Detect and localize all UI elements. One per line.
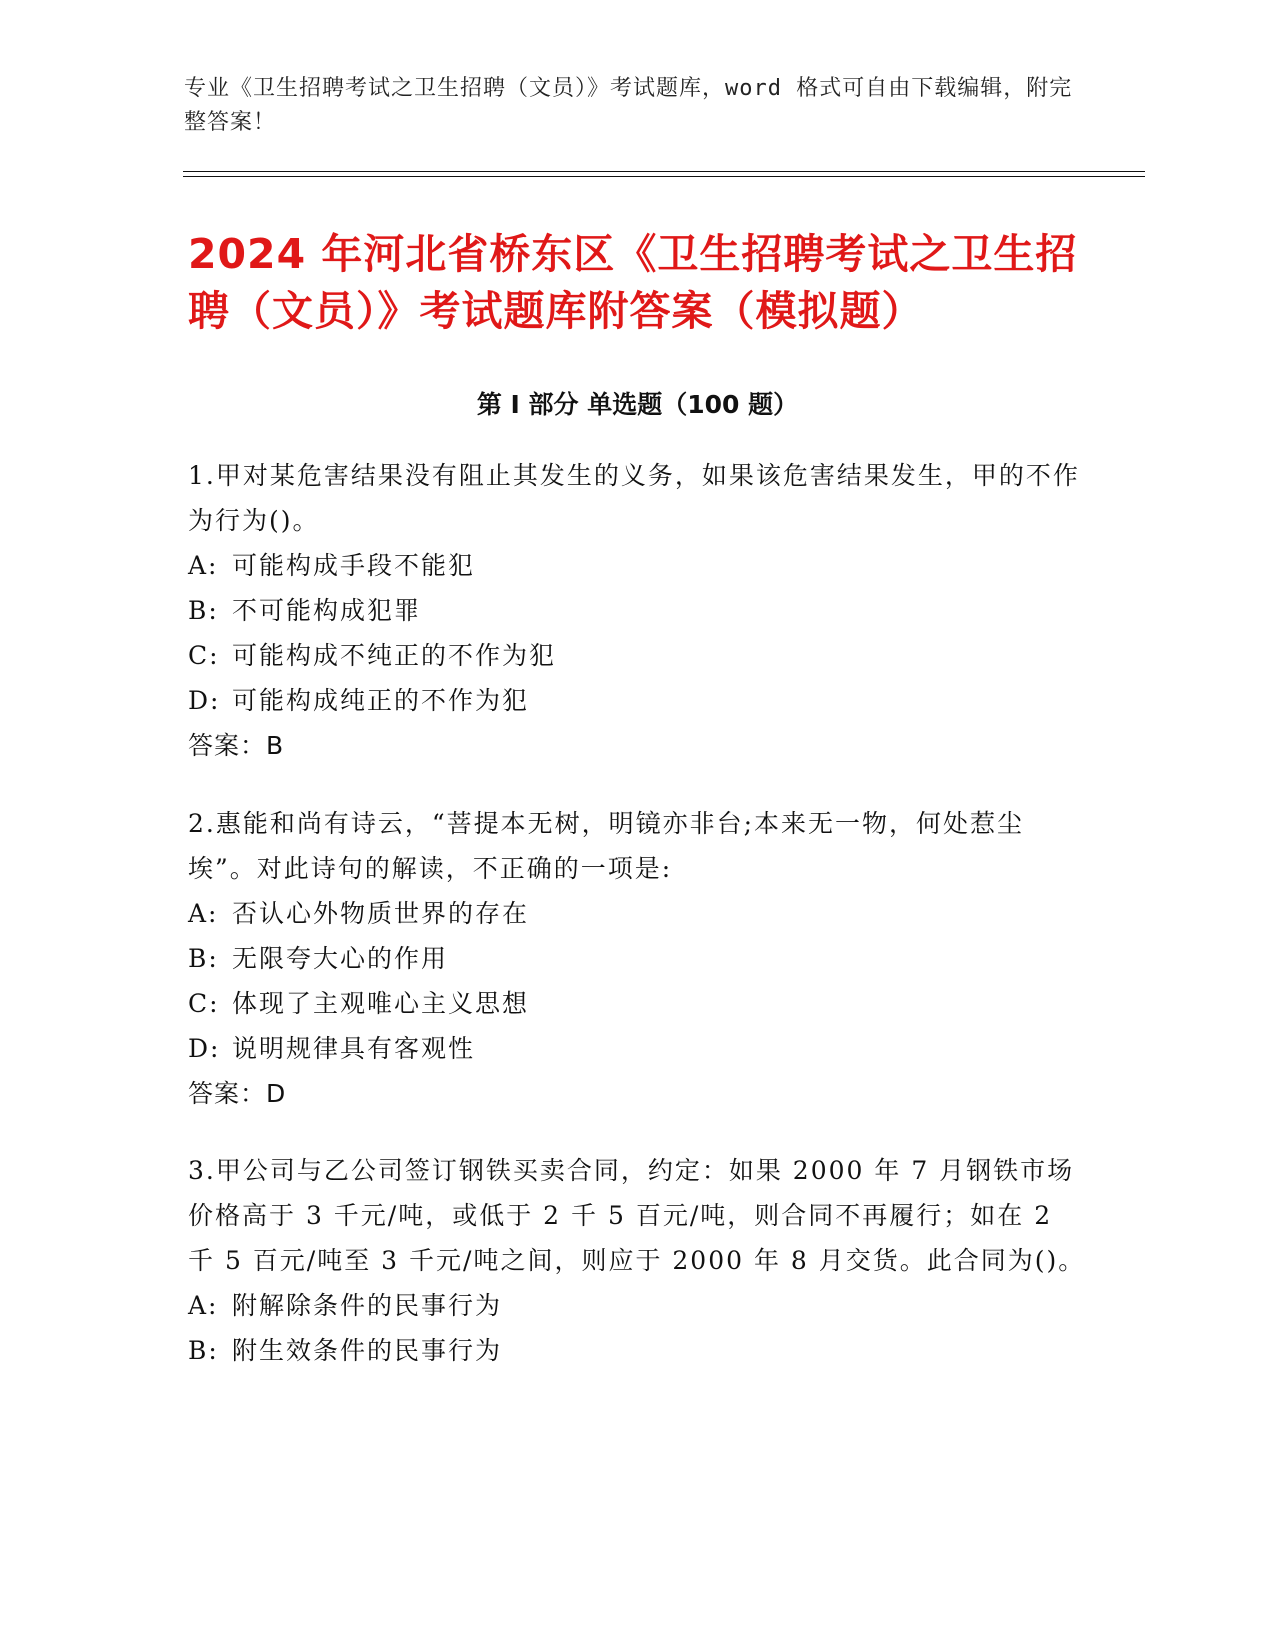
option-text: 可能构成纯正的不作为犯 <box>232 686 530 715</box>
option-d <box>188 1026 1088 1071</box>
question-stem: 1.甲对某危害结果没有阻止其发生的义务，如果该危害结果发生，甲的不作为行为()。 <box>188 461 1080 535</box>
option-text: 体现了主观唯心主义思想 <box>232 989 530 1018</box>
option-c <box>188 981 1088 1026</box>
option-text: 说明规律具有客观性 <box>232 1034 476 1063</box>
option-text: 附解除条件的民事行为 <box>232 1291 503 1320</box>
header-divider-top <box>183 171 1145 172</box>
question-3 <box>188 1148 1088 1373</box>
question-1 <box>188 453 1088 768</box>
option-text: 附生效条件的民事行为 <box>232 1336 503 1365</box>
option-a <box>188 891 1088 936</box>
answer: 答案：B <box>188 731 285 760</box>
page-title: 2024 年河北省桥东区《卫生招聘考试之卫生招聘（文员）》考试题库附答案（模拟题） <box>188 230 1078 335</box>
section-title: 第 I 部分 单选题（100 题） <box>476 390 799 419</box>
option-label: A: <box>188 899 219 928</box>
option-label: A: <box>188 1291 219 1320</box>
option-text: 可能构成不纯正的不作为犯 <box>232 641 557 670</box>
option-d <box>188 678 1088 723</box>
option-label: C: <box>188 989 220 1018</box>
option-a <box>188 1283 1088 1328</box>
option-label: C: <box>188 641 220 670</box>
option-text: 否认心外物质世界的存在 <box>232 899 530 928</box>
header-note: 专业《卫生招聘考试之卫生招聘（文员）》考试题库，word 格式可自由下载编辑，附完整答案！ <box>184 76 1073 135</box>
option-label: B: <box>188 1336 219 1365</box>
option-text: 不可能构成犯罪 <box>232 596 422 625</box>
question-2 <box>188 801 1088 1116</box>
option-label: D: <box>188 686 221 715</box>
option-b <box>188 936 1088 981</box>
question-stem: 3.甲公司与乙公司签订钢铁买卖合同，约定：如果 2000 年 7 月钢铁市场价格高于 3 千元/吨，或低于 2 千 5 百元/吨，则合同不再履行；如在 2 千 5 百元/吨至 3 千元/吨之间，则应于 2000 年 8 月交货。此合同为()。 <box>188 1156 1086 1275</box>
option-b <box>188 1328 1088 1373</box>
option-text: 可能构成手段不能犯 <box>232 551 476 580</box>
option-label: B: <box>188 596 219 625</box>
answer: 答案：D <box>188 1079 287 1108</box>
option-label: A: <box>188 551 219 580</box>
option-b <box>188 588 1088 633</box>
option-a <box>188 543 1088 588</box>
option-label: D: <box>188 1034 221 1063</box>
option-text: 无限夸大心的作用 <box>232 944 449 973</box>
option-label: B: <box>188 944 219 973</box>
option-c <box>188 633 1088 678</box>
header-divider-bottom <box>183 176 1145 177</box>
question-stem: 2.惠能和尚有诗云，“菩提本无树，明镜亦非台;本来无一物，何处惹尘埃”。对此诗句的解读，不正确的一项是: <box>188 809 1025 883</box>
